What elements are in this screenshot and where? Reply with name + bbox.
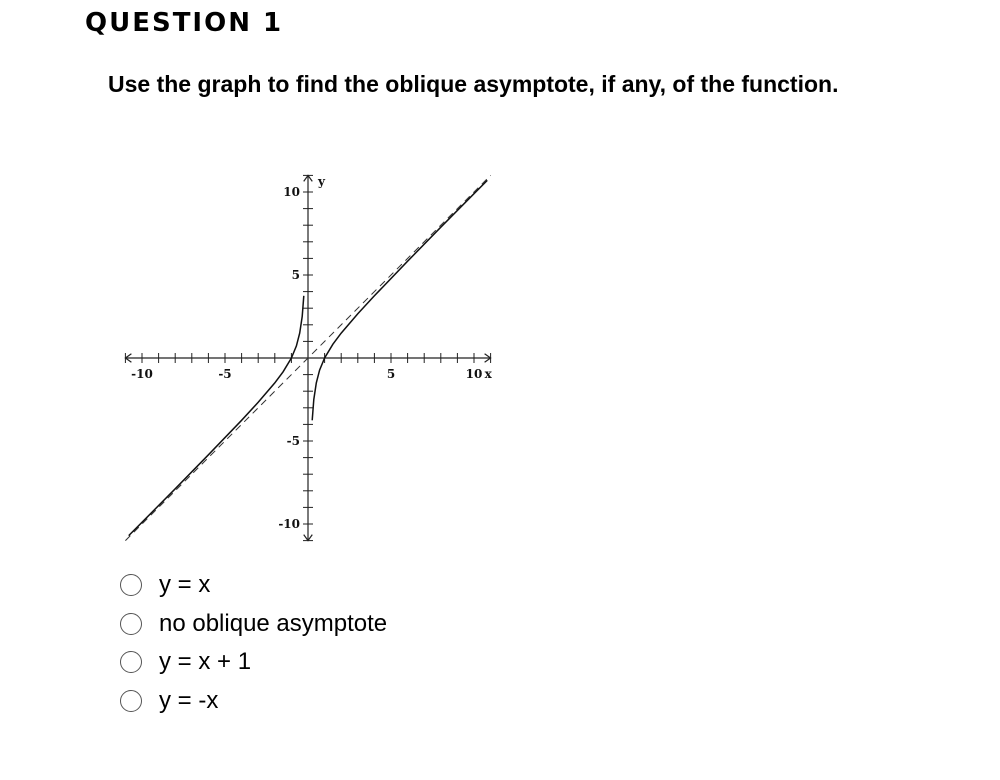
x-tick-label: -5 [218, 367, 232, 381]
question-heading: QUESTION 1 [85, 8, 284, 38]
answer-choices [120, 566, 387, 720]
radio-button-icon[interactable] [120, 574, 142, 596]
function-curve-right-branch [312, 180, 487, 420]
radio-button-icon[interactable] [120, 690, 142, 712]
choice-no-oblique-asymptote[interactable] [120, 605, 387, 644]
x-tick-label: -10 [131, 367, 153, 381]
choice-label: y = -x [159, 686, 219, 714]
choice-y-equals-x-plus-1[interactable] [120, 643, 387, 682]
question-prompt: Use the graph to find the oblique asymptote, if any, of the function. [108, 71, 839, 97]
choice-y-equals-negative-x[interactable] [120, 682, 387, 721]
graph-svg [100, 150, 520, 570]
choice-label: no oblique asymptote [159, 609, 388, 637]
radio-button-icon[interactable] [120, 651, 142, 673]
choice-y-equals-x[interactable] [120, 566, 387, 605]
choice-label: y = x + 1 [159, 648, 252, 676]
x-tick-label: 10 [465, 367, 483, 381]
function-graph [100, 150, 520, 570]
radio-button-icon[interactable] [120, 613, 142, 635]
x-tick-label: 5 [386, 367, 396, 381]
x-axis-label: x [484, 367, 492, 381]
y-tick-label: -5 [286, 434, 300, 448]
y-tick-label: -10 [278, 517, 300, 531]
choice-label: y = x [159, 571, 211, 599]
function-curve-left-branch [129, 296, 304, 536]
y-axis-label: y [318, 174, 325, 189]
y-tick-label: 10 [283, 185, 300, 199]
y-tick-label: 5 [291, 268, 300, 282]
